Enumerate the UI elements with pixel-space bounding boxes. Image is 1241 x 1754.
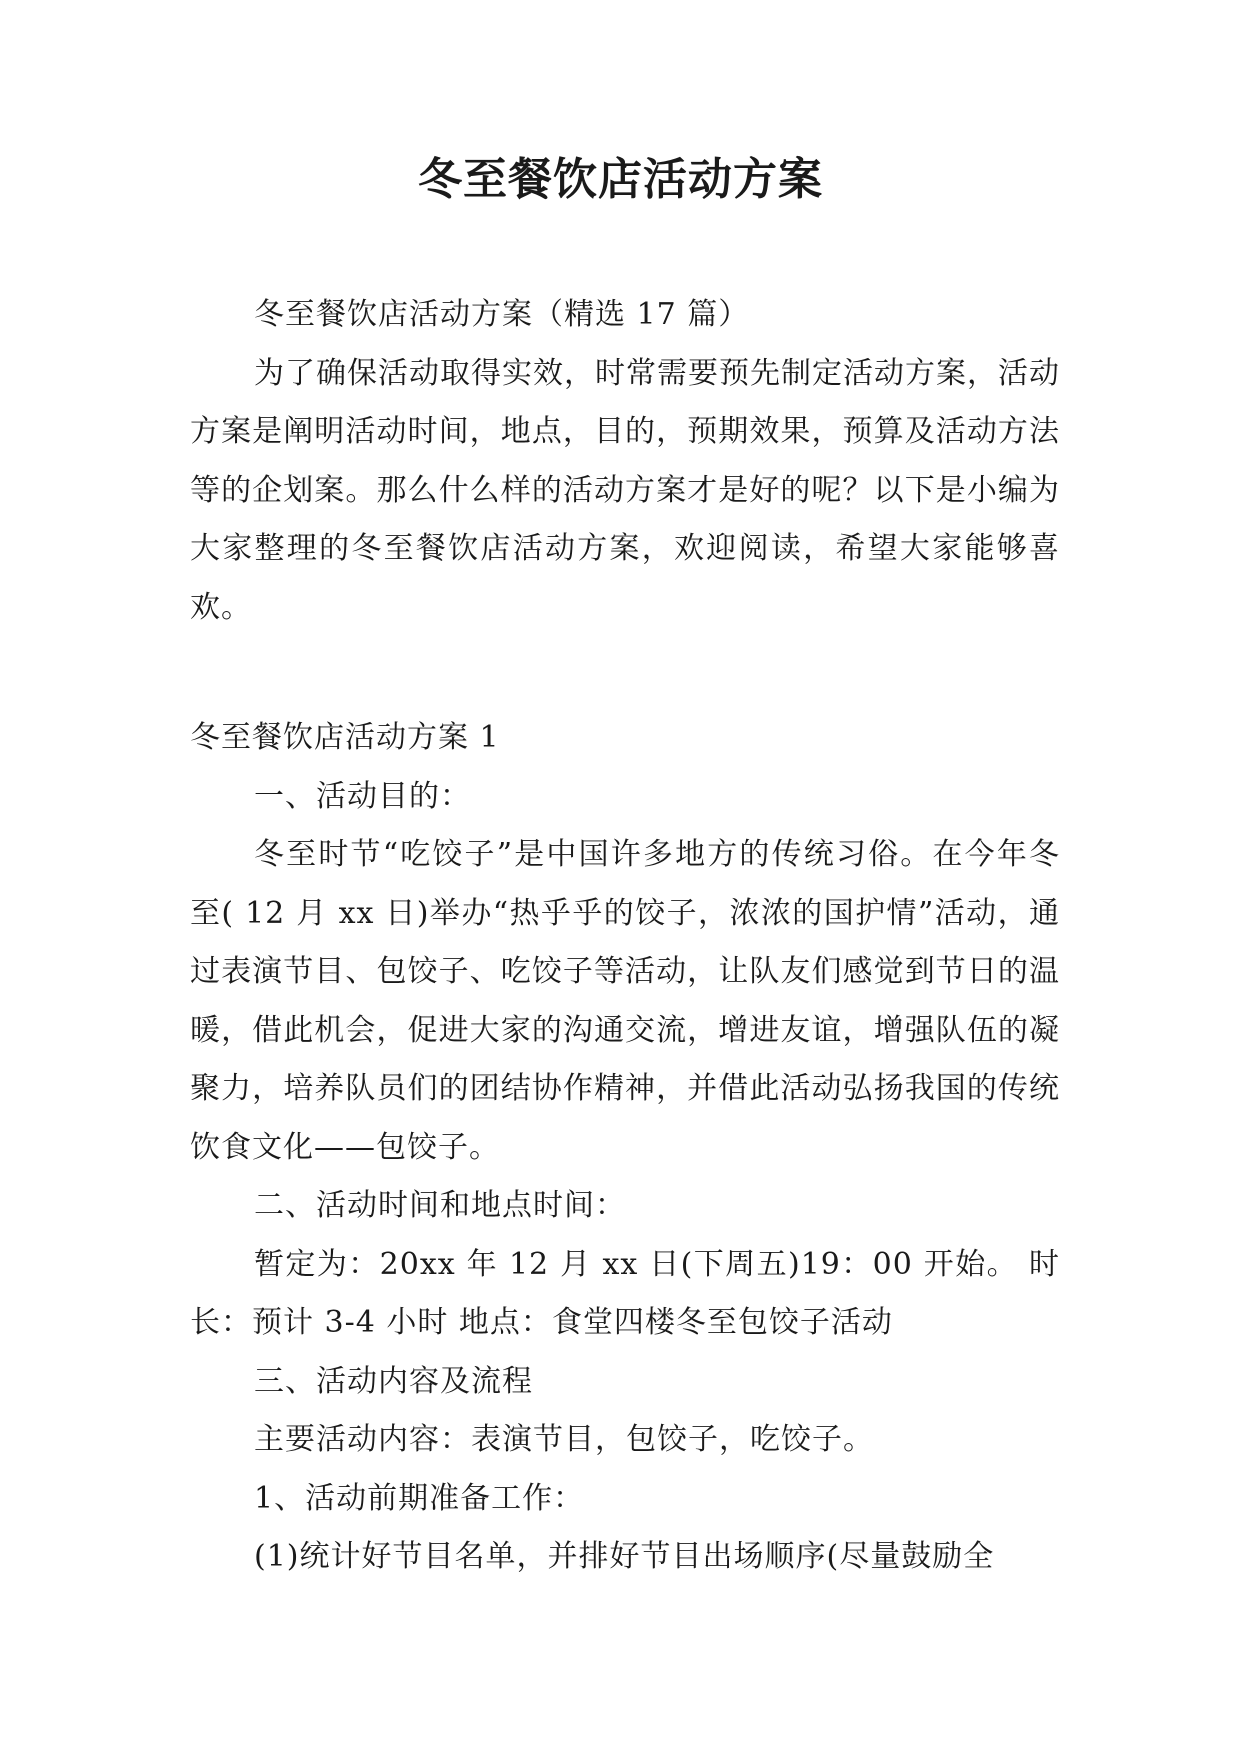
document-subtitle: 冬至餐饮店活动方案（精选 17 篇） <box>254 297 750 332</box>
intro-paragraph: 为了确保活动取得实效，时常需要预先制定活动方案，活动方案是阐明活动时间，地点，目的，预期效果，预算及活动方法等的企划案。那么什么样的活动方案才是好的呢？以下是小编为大家整理的冬至餐饮店活动方案，欢迎阅读，希望大家能够喜欢。 <box>190 355 1060 625</box>
heading-preparation: 1、活动前期准备工作： <box>254 1480 585 1516</box>
document-title: 冬至餐饮店活动方案 <box>418 154 823 205</box>
paragraph-gap <box>190 637 1060 709</box>
heading-activity-purpose: 一、活动目的： <box>254 778 471 814</box>
heading-content-process: 三、活动内容及流程 <box>254 1363 533 1399</box>
paragraph-activity-purpose: 冬至时节“吃饺子”是中国许多地方的传统习俗。在今年冬至( 12 月 xx 日)举办“热乎乎的饺子，浓浓的国护情”活动，通过表演节目、包饺子、吃饺子等活动，让队友们感觉到节日的温暖，借此机会，促进大家的沟通交流，增进友谊，增强队伍的凝聚力，培养队员们的团结协作精神，并借此活动弘扬我国的传统饮食文化——包饺子。 <box>190 837 1060 1165</box>
paragraph-time-location: 暂定为：20xx 年 12 月 xx 日(下周五)19：00 开始。 时长：预计 3-4 小时 地点：食堂四楼冬至包饺子活动 <box>190 1246 1060 1340</box>
paragraph-preparation-item-1: (1)统计好节目名单，并排好节目出场顺序(尽量鼓励全 <box>254 1539 995 1574</box>
heading-time-location: 二、活动时间和地点时间： <box>254 1188 626 1223</box>
document-body <box>190 286 1060 1587</box>
paragraph-main-content: 主要活动内容：表演节目，包饺子，吃饺子。 <box>254 1422 874 1457</box>
section-heading: 冬至餐饮店活动方案 1 <box>190 720 500 755</box>
